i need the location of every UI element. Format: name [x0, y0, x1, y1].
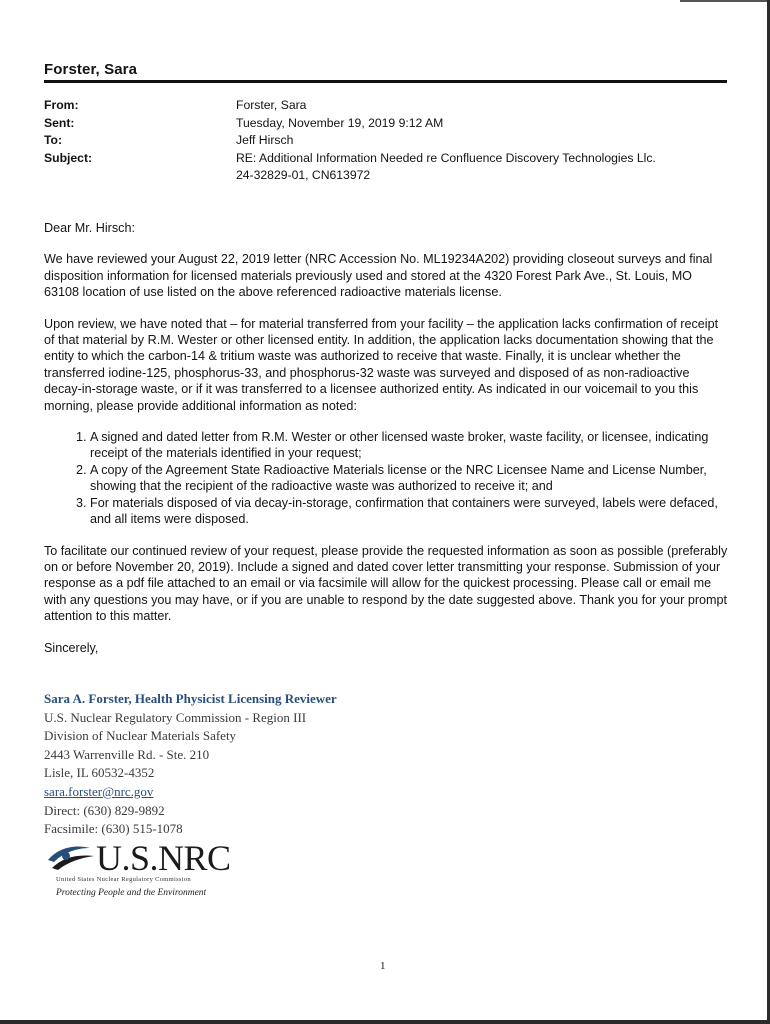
scan-edge-top: [680, 0, 770, 2]
sender-name-heading: Forster, Sara: [44, 61, 138, 78]
signature-email-link[interactable]: sara.forster@nrc.gov: [44, 783, 154, 799]
request-list: [44, 429, 730, 527]
meta-row-subject: [44, 150, 734, 185]
to-label: To:: [44, 133, 63, 147]
signature-city: Lisle, IL 60532-4352: [44, 765, 155, 781]
salutation: Dear Mr. Hirsch:: [44, 221, 135, 235]
logo-subtitle: United States Nuclear Regulatory Commission: [56, 876, 191, 883]
page-number: 1: [380, 960, 386, 972]
logo-tagline: Protecting People and the Environment: [56, 888, 207, 898]
subject-value: [236, 150, 734, 185]
from-label: From:: [44, 98, 79, 112]
letter-body: [44, 220, 730, 671]
signature-street: 2443 Warrenville Rd. - Ste. 210: [44, 746, 210, 762]
paragraph-3: To facilitate our continued review of your request, please provide the requested information as soon as possible (preferably on or before November 20, 2019). Include a signed and dated cover letter transmitting your response. Submission of your response as a pdf file attached to an email or via facsimile will allow for the quickest processing. Please call or email me with any questions you may have, or if you are unable to respond by the date suggested above. Thank you for your prompt attention to this matter.: [44, 543, 728, 624]
closing: Sincerely,: [44, 640, 99, 655]
from-value: Forster, Sara: [236, 98, 307, 112]
meta-row-to: [44, 132, 734, 150]
to-value: Jeff Hirsch: [236, 133, 294, 147]
list-item: 1. A signed and dated letter from R.M. Wester or other licensed waste broker, waste facility, or licensee, indicating receipt of the materials identified in your request;: [90, 429, 730, 462]
paragraph-1: We have reviewed your August 22, 2019 letter (NRC Accession No. ML19234A202) providing closeout surveys and final disposition information for licensed materials previously used and stored at the 4320 Forest Park Ave., St. Louis, MO 63108 location of use listed on the above referenced radioactive materials license.: [44, 252, 713, 300]
subject-line-1: RE: Additional Information Needed re Confluence Discovery Technologies Llc.: [236, 150, 656, 165]
nrc-swoosh-icon: [44, 838, 100, 878]
header-rule: [44, 80, 727, 83]
nrc-logo: [44, 838, 244, 904]
signature-direct-phone: Direct: (630) 829-9892: [44, 802, 165, 818]
list-item: 3. For materials disposed of via decay-in-storage, confirmation that containers were surveyed, labels were defaced, and all items were disposed.: [90, 495, 730, 528]
sent-value: Tuesday, November 19, 2019 9:12 AM: [236, 115, 444, 130]
list-item: 2. A copy of the Agreement State Radioactive Materials license or the NRC Licensee Name and License Number, showing that the recipient of the radioactive waste was authorized to receive it; and: [90, 462, 730, 495]
scan-edge-bottom: [0, 1020, 770, 1024]
sent-label: Sent:: [44, 115, 75, 130]
meta-row-sent: [44, 115, 734, 133]
subject-label: Subject:: [44, 150, 93, 165]
signature-division: Division of Nuclear Materials Safety: [44, 728, 237, 744]
signature-name-title: Sara A. Forster, Health Physicist Licensing Reviewer: [44, 691, 337, 706]
email-meta: [44, 97, 734, 185]
meta-row-from: [44, 97, 734, 115]
subject-line-2: 24-32829-01, CN613972: [236, 168, 371, 182]
signature-facsimile: Facsimile: (630) 515-1078: [44, 821, 183, 837]
signature-org: U.S. Nuclear Regulatory Commission - Region III: [44, 709, 307, 725]
signature-block: [44, 690, 337, 839]
logo-wordmark: U.S.NRC: [96, 838, 231, 878]
paragraph-2: Upon review, we have noted that – for material transferred from your facility – the application lacks confirmation of receipt of that material by R.M. Wester or other licensed entity. In addition, the application lacks documentation showing that the entity to which the carbon-14 & tritium waste was authorized to receive that waste. Finally, it is unclear whether the transferred iodine-125, phosphorus-33, and phosphorus-32 waste was surveyed and disposed of as non-radioactive decay-in-storage waste, or if it was transferred to a licensee authorized entity. As indicated in our voicemail to you this morning, please provide additional information as noted:: [44, 316, 719, 413]
